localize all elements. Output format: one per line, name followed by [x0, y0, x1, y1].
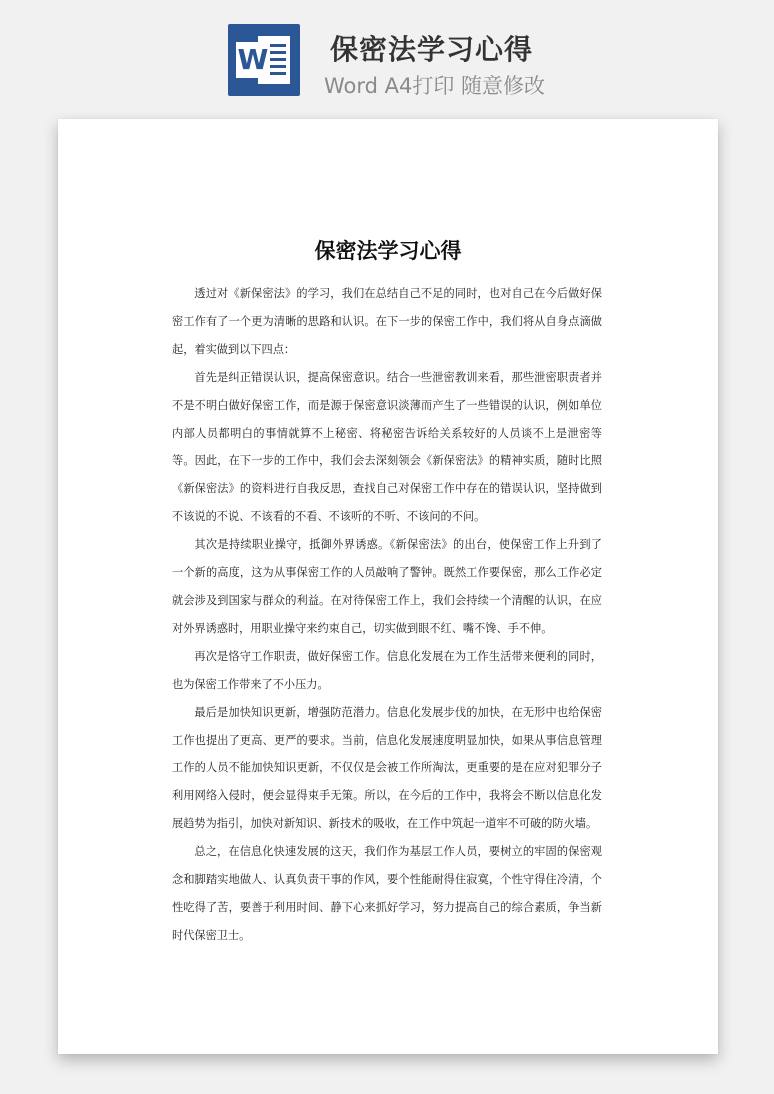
paragraph-conclusion: 总之，在信息化快速发展的这天，我们作为基层工作人员，要树立的牢固的保密观念和脚踏实地做人、认真负责干事的作风，要个性能耐得住寂寞，个性守得住冷清，个性吃得了苦，要善于利用时间、静下心来抓好学习，努力提高自己的综合素质，争当新时代保密卫士。 [172, 845, 602, 942]
word-icon-letter: W [237, 43, 269, 76]
page-header [0, 0, 774, 115]
header-title: 保密法学习心得 [330, 33, 534, 66]
document-page [58, 119, 718, 1054]
word-icon [228, 24, 300, 96]
paragraph-intro: 透过对《新保密法》的学习，我们在总结自己不足的同时，也对自己在今后做好保密工作有了一个更为清晰的思路和认识。在下一步的保密工作中，我们将从自身点滴做起，着实做到以下四点： [172, 287, 602, 356]
paragraph-second-point: 其次是持续职业操守，抵御外界诱惑。《新保密法》的出台，使保密工作上升到了一个新的高度，这为从事保密工作的人员敲响了警钟。既然工作要保密，那么工作必定就会涉及到国家与群众的利益。在对待保密工作上，我们会持续一个清醒的认识，在应对外界诱惑时，用职业操守来约束自己，切实做到眼不红、嘴不馋、手不伸。 [172, 538, 602, 635]
paragraph-first-point: 首先是纠正错误认识，提高保密意识。结合一些泄密教训来看，那些泄密职责者并不是不明白做好保密工作，而是源于保密意识淡薄而产生了一些错误的认识，例如单位内部人员都明白的事情就算不上秘密、将秘密告诉给关系较好的人员谈不上是泄密等等。因此，在下一步的工作中，我们会去深刻领会《新保密法》的精神实质，随时比照《新保密法》的资料进行自我反思，查找自己对保密工作中存在的错误认识，坚持做到不该说的不说、不该看的不看、不该听的不听、不该问的不问。 [172, 370, 602, 524]
document-title: 保密法学习心得 [314, 239, 462, 263]
paragraph-fourth-point: 最后是加快知识更新，增强防范潜力。信息化发展步伐的加快，在无形中也给保密工作也提出了更高、更严的要求。当前，信息化发展速度明显加快，如果从事信息管理工作的人员不能加快知识更新，不仅仅是会被工作所淘汰，更重要的是在应对犯罪分子利用网络入侵时，便会显得束手无策。所以，在今后的工作中，我将会不断以信息化发展趋势为指引，加快对新知识、新技术的吸收，在工作中筑起一道牢不可破的防火墙。 [172, 705, 602, 831]
paragraph-third-point: 再次是恪守工作职责，做好保密工作。信息化发展在为工作生活带来便利的同时，也为保密工作带来了不小压力。 [172, 649, 602, 691]
header-subtitle: Word A4打印 随意修改 [324, 74, 546, 98]
document-body [172, 280, 602, 950]
